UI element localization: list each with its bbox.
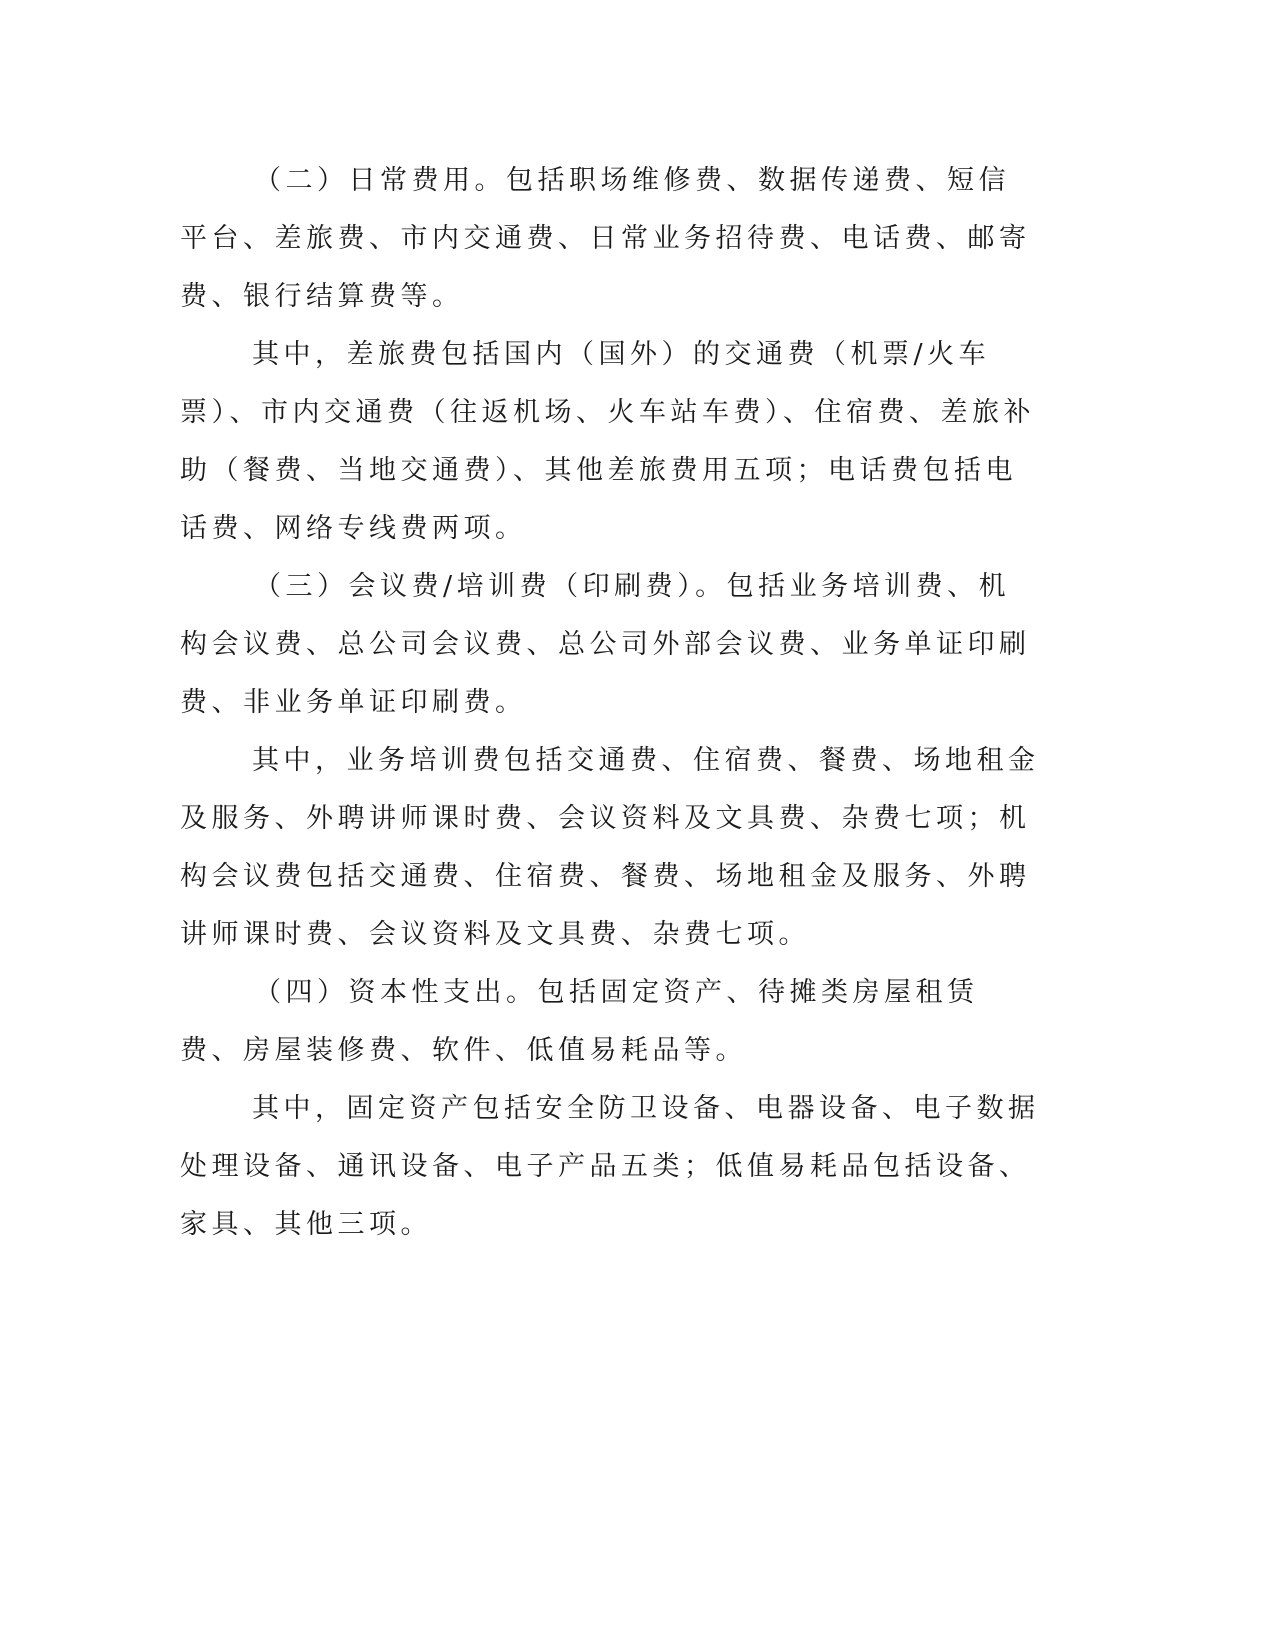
paragraph-meeting-training: （三）会议费/培训费（印刷费）。包括业务培训费、机构会议费、总公司会议费、总公司外部会议费、业务单证印刷费、非业务单证印刷费。 <box>180 571 1031 718</box>
paragraph-fixed-assets-details: 其中，固定资产包括安全防卫设备、电器设备、电子数据处理设备、通讯设备、电子产品五类；低值易耗品包括设备、家具、其他三项。 <box>180 1093 1040 1240</box>
paragraph-capital-expenditure: （四）资本性支出。包括固定资产、待摊类房屋租赁费、房屋装修费、软件、低值易耗品等。 <box>180 977 979 1066</box>
document-body <box>180 152 1040 1254</box>
paragraph-travel-phone-details: 其中，差旅费包括国内（国外）的交通费（机票/火车票）、市内交通费（往返机场、火车站车费）、住宿费、差旅补助（餐费、当地交通费）、其他差旅费用五项；电话费包括电话费、网络专线费两项。 <box>180 339 1035 544</box>
paragraph-training-meeting-details: 其中，业务培训费包括交通费、住宿费、餐费、场地租金及服务、外聘讲师课时费、会议资料及文具费、杂费七项；机构会议费包括交通费、住宿费、餐费、场地租金及服务、外聘讲师课时费、会议资料及文具费、杂费七项。 <box>180 745 1040 950</box>
paragraph-daily-expenses: （二）日常费用。包括职场维修费、数据传递费、短信平台、差旅费、市内交通费、日常业务招待费、电话费、邮寄费、银行结算费等。 <box>180 165 1031 312</box>
